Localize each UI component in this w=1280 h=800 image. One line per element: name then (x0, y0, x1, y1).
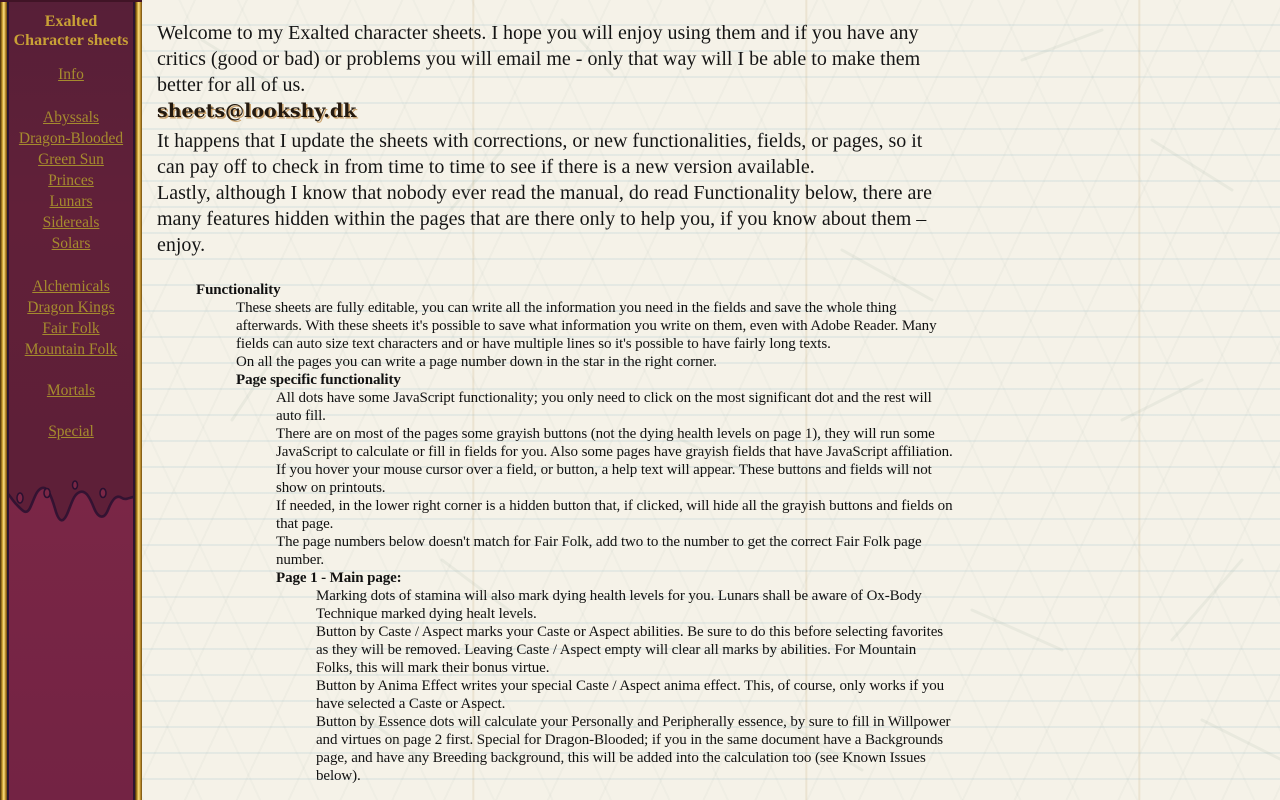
sidebar-link-sidereals[interactable]: Sidereals (42, 214, 100, 231)
sidebar-link-solars[interactable]: Solars (51, 235, 91, 252)
gold-border-right-decoration (133, 2, 142, 800)
sidebar-link-dragon-kings[interactable]: Dragon Kings (27, 299, 115, 316)
gold-border-left-decoration (0, 2, 9, 800)
page1-main-page-heading: Page 1 - Main page: (276, 570, 402, 586)
sidebar-link-green-sun-princes[interactable]: Green Sun Princes (38, 151, 104, 189)
sidebar-link-mortals[interactable]: Mortals (46, 382, 96, 399)
functionality-heading: Functionality (196, 282, 281, 298)
sidebar-link-dragon-blooded[interactable]: Dragon-Blooded (18, 130, 124, 147)
sidebar-link-info[interactable]: Info (58, 66, 84, 83)
manual-note-paragraph: Lastly, although I know that nobody ever read the manual, do read Functionality below, there are many features hidden within the pages that are there only to help you, if you know about them – enjoy. (157, 182, 932, 256)
update-note-paragraph: It happens that I update the sheets with corrections, or new functionalities, fields, or pages, so it can pay off to check in from time to time to see if there is a new version available. (157, 130, 923, 178)
page1-item-essence-button: Button by Essence dots will calculate your Personally and Peripherally essence, by sure to fill in Willpower and virtues on page 2 first. Special for Dragon-Blooded; if you in the same document have a Backgrounds page, and have any Breeding background, this will be added into the calculation too (see Known Issues below). (316, 714, 951, 784)
torn-scroll-edge-decoration (0, 464, 142, 539)
page1-item-caste-button: Button by Caste / Aspect marks your Caste or Aspect abilities. Be sure to do this before selecting favorites as they will be removed. Leaving Caste / Aspect empty will clear all marks by abilities. For Mountain Folks, this will mark their bonus virtue. (316, 624, 943, 676)
sidebar-link-mountain-folk[interactable]: Mountain Folk (24, 341, 118, 358)
welcome-paragraph: Welcome to my Exalted character sheets. I hope you will enjoy using them and if you have any critics (good or bad) or problems you will email me - only that way will I be able to make them better for all of us. (157, 22, 921, 96)
sidebar-link-abyssals[interactable]: Abyssals (43, 109, 99, 126)
functionality-item-editable: These sheets are fully editable, you can write all the information you need in the fields and save the whole thing afterwards. With these sheets it's possible to save what information you write on them, even with Adobe Reader. Many fields can auto size text characters and or have multiple lines so it's possible to have fairly long texts. (236, 300, 937, 352)
sidebar-link-fair-folk[interactable]: Fair Folk (42, 320, 100, 337)
sidebar-nav (0, 64, 142, 442)
site-title-line1: Exalted (44, 13, 98, 30)
functionality-item-dots-autofill: All dots have some JavaScript functionality; you only need to click on the most significant dot and the rest will auto fill. (276, 390, 932, 424)
sidebar-link-special[interactable]: Special (48, 423, 94, 440)
functionality-item-grayish-buttons: There are on most of the pages some grayish buttons (not the dying health levels on page 1), they will run some JavaScript to calculate or fill in fields for you. Also some pages have grayish fields that have JavaScript affiliation. If you hover your mouse cursor over a field, or button, a help text will appear. These buttons and fields will not show on printouts. (276, 426, 953, 496)
sidebar-scroll-banner (0, 0, 142, 800)
sidebar-link-lunars[interactable]: Lunars (49, 193, 93, 210)
site-title-line2: Character sheets (13, 32, 129, 49)
functionality-item-hidden-button: If needed, in the lower right corner is a hidden button that, if clicked, will hide all the grayish buttons and fields on that page. (276, 498, 953, 532)
main-content-parchment (142, 0, 1280, 800)
functionality-section (196, 281, 1280, 785)
page1-item-stamina-dots: Marking dots of stamina will also mark dying health levels for you. Lunars shall be aware of Ox-Body Technique marked dying healt levels. (316, 588, 922, 622)
site-title (10, 12, 132, 50)
functionality-item-page-number: On all the pages you can write a page number down in the star in the right corner. (236, 354, 717, 370)
sidebar-link-alchemicals[interactable]: Alchemicals (32, 278, 110, 295)
page-specific-functionality-heading: Page specific functionality (236, 372, 401, 388)
page1-item-anima-button: Button by Anima Effect writes your special Caste / Aspect anima effect. This, of course, only works if you have selected a Caste or Aspect. (316, 678, 945, 712)
functionality-item-fair-folk-pages: The page numbers below doesn't match for Fair Folk, add two to the number to get the correct Fair Folk page number. (276, 534, 922, 568)
email-address-image[interactable]: sheets@lookshy.dk (157, 100, 357, 122)
